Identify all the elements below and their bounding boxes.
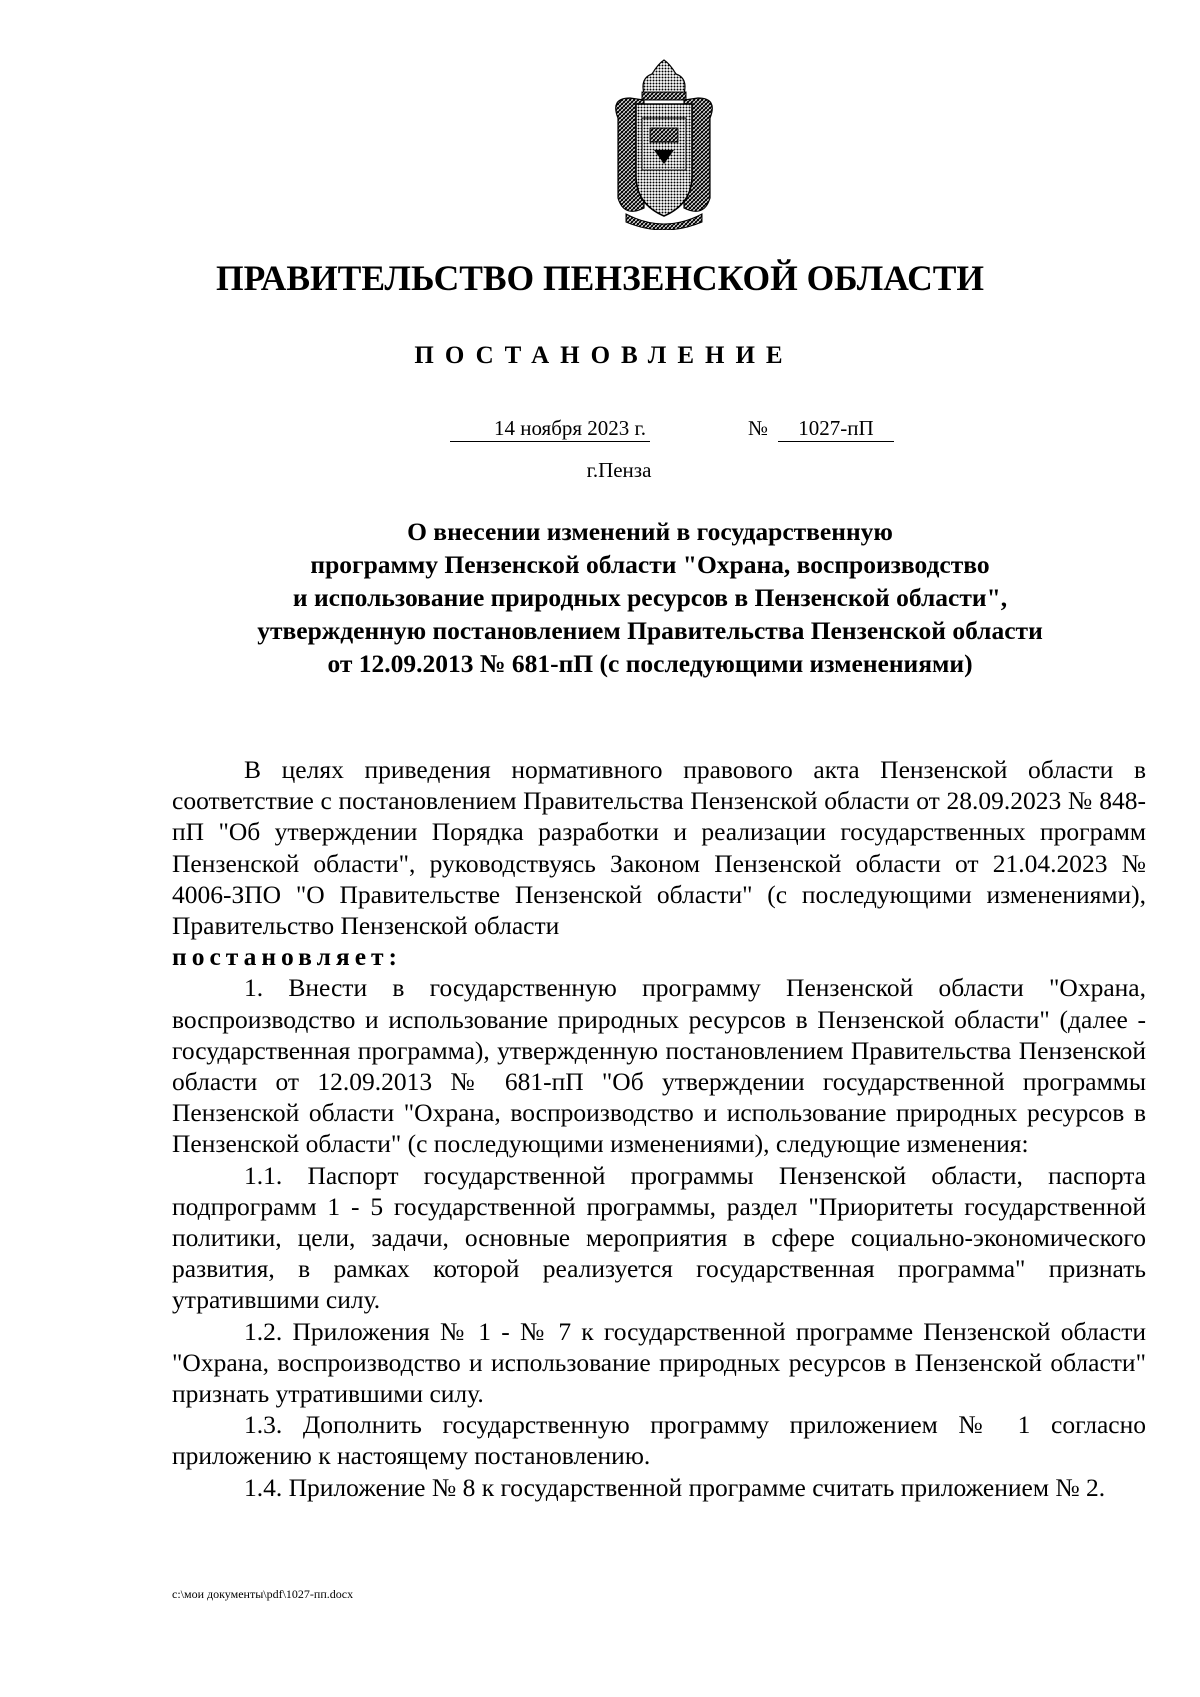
preamble-paragraph: В целях приведения нормативного правового акта Пензенской области в соответствие с постановлением Правительства Пензенской области от 28.09.2023 № 848-пП "Об утверждении Порядка разработки и реализации государственных программ Пензенской области", руководствуясь Законом Пензенской области от 21.04.2023 № 4006-ЗПО "О Правительстве Пензенской области" (с последующими изменениями), Правительство Пензенской области: [172, 755, 1146, 941]
coat-of-arms-emblem: [604, 58, 724, 230]
subject-line: утвержденную постановлением Правительства Пензенской области: [257, 616, 1043, 645]
item-1-2-paragraph: 1.2. Приложения № 1 - № 7 к государственной программе Пензенской области "Охрана, воспроизводство и использование природных ресурсов в Пензенской области" признать утратившими силу.: [172, 1316, 1146, 1409]
file-path-footer: c:\мои документы\pdf\1027-пп.docx: [172, 1587, 354, 1601]
number-sign: №: [748, 416, 769, 440]
item-1-3-paragraph: 1.3. Дополнить государственную программу приложением № 1 согласно приложению к настоящему постановлению.: [172, 1410, 1146, 1471]
resolves-keyword: постановляет:: [172, 942, 403, 972]
document-date: 14 ноября 2023 г.: [450, 414, 650, 442]
document-city: г.Пенза: [586, 458, 652, 482]
subject-line: программу Пензенской области "Охрана, воспроизводство: [310, 550, 990, 579]
document-subject: [150, 515, 1150, 680]
subject-line: и использование природных ресурсов в Пензенской области",: [292, 583, 1008, 612]
item-1-paragraph: 1. Внести в государственную программу Пензенской области "Охрана, воспроизводство и использование природных ресурсов в Пензенской области" (далее - государственная программа), утвержденную постановлением Правительства Пензенской области от 12.09.2013 № 681-пП "Об утверждении государственной программы Пензенской области "Охрана, воспроизводство и использование природных ресурсов в Пензенской области" (с последующими изменениями), следующие изменения:: [172, 973, 1146, 1159]
subject-line: от 12.09.2013 № 681-пП (с последующими изменениями): [327, 649, 973, 678]
document-number: 1027-пП: [778, 414, 894, 442]
government-name: ПРАВИТЕЛЬСТВО ПЕНЗЕНСКОЙ ОБЛАСТИ: [215, 258, 985, 298]
item-1-1-paragraph: 1.1. Паспорт государственной программы Пензенской области, паспорта подпрограмм 1 - 5 государственной программы, раздел "Приоритеты государственной политики, цели, задачи, основные мероприятия в сфере социально-экономического развития, в рамках которой реализуется государственная программа" признать утратившими силу.: [172, 1160, 1146, 1315]
subject-line: О внесении изменений в государственную: [407, 517, 893, 546]
document-type: ПОСТАНОВЛЕНИЕ: [414, 342, 794, 369]
item-1-4-paragraph: 1.4. Приложение № 8 к государственной программе считать приложением № 2.: [244, 1472, 1106, 1502]
document-body: [172, 754, 1146, 1503]
